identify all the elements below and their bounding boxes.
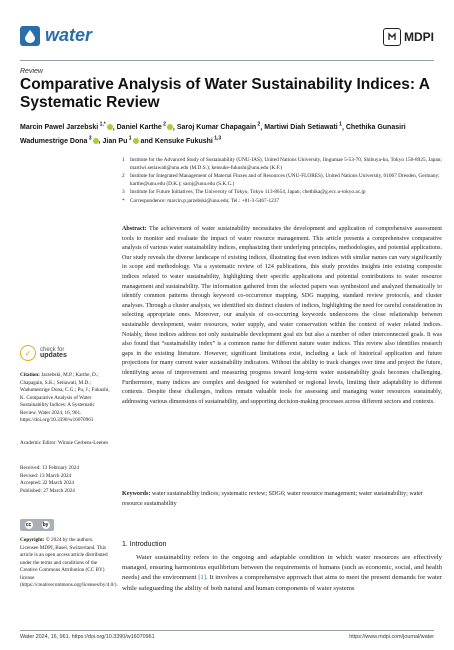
page-title: Comparative Analysis of Water Sustainability Indices: A Systematic Review bbox=[20, 76, 430, 111]
cc-license-badge[interactable] bbox=[20, 519, 54, 531]
affiliation-2 bbox=[122, 173, 442, 188]
footer-divider bbox=[20, 630, 434, 631]
affiliation-number: 3 bbox=[122, 189, 125, 196]
journal-name: water bbox=[45, 25, 93, 45]
author-separator: , bbox=[98, 137, 103, 145]
author-separator: , bbox=[112, 124, 117, 132]
reference-link[interactable]: [1] bbox=[198, 574, 206, 582]
author-affiliation-marker: 3 bbox=[87, 135, 92, 142]
revised-date: Revised: 13 March 2024 bbox=[20, 472, 72, 479]
mdpi-icon bbox=[383, 28, 401, 46]
affiliation-text: Correspondence: marcin.p.jarzebski@unu.edu; Tel.: +81-3-5467-1237 bbox=[130, 197, 280, 204]
author[interactable] bbox=[177, 124, 261, 131]
keywords-text: water sustainability indices; systematic review; SDG6; water resource management; water sustainability; water resource sustainability bbox=[122, 491, 423, 507]
affiliation-number: 1 bbox=[122, 157, 125, 163]
author[interactable] bbox=[117, 124, 173, 131]
abstract bbox=[122, 225, 442, 407]
author-affiliation-marker: 1 bbox=[127, 135, 132, 142]
received-date: Received: 13 February 2024 bbox=[20, 465, 79, 471]
dates-block bbox=[20, 465, 112, 495]
affiliations bbox=[122, 157, 442, 207]
copyright-block bbox=[20, 537, 118, 590]
author-affiliation-marker: 1,3 bbox=[212, 135, 222, 142]
check-for-updates-button[interactable] bbox=[20, 345, 67, 361]
author[interactable] bbox=[20, 124, 113, 131]
orcid-icon[interactable] bbox=[133, 138, 139, 144]
accepted-date: Accepted: 22 March 2024 bbox=[20, 480, 75, 486]
author-list bbox=[20, 120, 440, 147]
publisher-name: MDPI bbox=[404, 30, 434, 44]
introduction-paragraph bbox=[122, 553, 442, 594]
author[interactable] bbox=[140, 135, 222, 145]
check-updates-label bbox=[40, 347, 67, 359]
author-name: and Kensuke Fukushi bbox=[140, 137, 213, 145]
footer-journal-url[interactable]: https://www.mdpi.com/journal/water bbox=[349, 634, 434, 640]
citation-label: Citation: bbox=[20, 372, 40, 378]
keywords bbox=[122, 490, 442, 509]
abstract-text: The achievement of water sustainability necessitates the development and application of comprehensive assessment tools to monitor and evaluate the impact of water resource management. This article presents a comprehensive comparative analysis of various water sustainability indices, emphasizing their underlying principles, methodologies, and potential applications. Our study reveals the diverse landscape of existing indices, illustrating that even indices with similar names can vary significantly in scope and methodology. Via a systematic review of 124 publications, this study provides insights into existing composite indices related to water sustainability, highlighting their specific applications and potential contributions to water resource management and sustainability. The information gathered from the selected papers was synthesized and analyzed thematically to identify common patterns through keyword co-occurrence mapping, SDG mapping, standard review protocols, and cluster analyses. Through a cluster analysis, we identified six distinct clusters of indices, highlighting the need for careful consideration in selecting appropriate ones. Moreover, our analysis of co-occurring keywords underscores the close relationship between sustainable development, water resources, water supply, and water conservation within the context of water related indices. Notably, these indices address not only sustainable development goal six but also a number of other interconnected goals. It was also found that “sustainability index” is a common name for different nature water indices. This review also identifies research gaps in the existing literature. However, significant limitations exist, including a lack of historical application and future projections for many current water sustainability indicators. Without the ability to track changes over time and project the future, identifying areas of improvement and measuring progress toward long-term water sustainability goals becomes challenging. Furthermore, many indices are complex and designed for watershed or regional levels, limiting their adaptability to different contexts. Despite these challenges, indices remain valuable tools for assessing and managing water resources sustainably, addressing various dimensions of sustainability, and supporting decision-making processes across different sectors and contexts. bbox=[122, 226, 442, 405]
publisher-logo bbox=[383, 28, 434, 46]
editor-label: Academic Editor: bbox=[20, 440, 57, 446]
author-separator: , bbox=[260, 124, 265, 132]
article-type: Review bbox=[20, 68, 43, 75]
abstract-label: Abstract: bbox=[122, 226, 147, 232]
correspondence bbox=[122, 198, 442, 206]
author-affiliation-marker: 1 bbox=[337, 122, 342, 128]
author-name: Martiwi Diah Setiawati bbox=[264, 124, 338, 132]
affiliation-3 bbox=[122, 189, 442, 197]
cc-icon: cc bbox=[25, 522, 32, 528]
author-separator: , bbox=[341, 124, 346, 132]
affiliation-number: * bbox=[122, 197, 125, 204]
author-name: Daniel Karthe bbox=[116, 124, 162, 132]
author-name: Saroj Kumar Chapagain bbox=[176, 124, 257, 132]
header-divider bbox=[20, 60, 434, 61]
author[interactable] bbox=[264, 124, 342, 131]
check-updates-top: check for bbox=[40, 347, 65, 353]
author-name: Jian Pu bbox=[102, 137, 128, 145]
intro-text: Water sustainability refers to the ongoing and adaptable condition in which water resources are effectively managed, ensuring harmonious equilibrium between the requirements of humans (such as economic, social, and health needs) and the environment bbox=[122, 554, 442, 582]
affiliation-text: Institute for the Advanced Study of Sustainability (UNU-IAS), United Nations University, Jingumae 5-53-70, Shibuya-ku, Tokyo 150-8925, Japan; martiwi.setiawati@unu.edu (M.D.S.); kensuke-fukushi@unu.edu (K.F.) bbox=[130, 157, 442, 171]
copyright-text: © 2024 by the authors. Licensee MDPI, Basel, Switzerland. This article is an open access article distributed under the terms and conditions of the Creative Commons Attribution (CC BY) license (https://creativecommons.org/licenses/by/4.0/). bbox=[20, 537, 118, 588]
published-date: Published: 27 March 2024 bbox=[20, 487, 75, 494]
affiliation-number: 2 bbox=[122, 173, 125, 180]
editor-block bbox=[20, 440, 112, 448]
affiliation-text: Institute for Integrated Management of Material Fluxes and of Resources (UNU-FLORES), United Nations University, 01067 Dresden, Germany; karthe@unu.edu (D.K.); saroj@unu.edu (S.K.C.) bbox=[130, 173, 440, 187]
author[interactable] bbox=[102, 135, 138, 145]
affiliation-text: Institute for Future Initiatives, The University of Tokyo, Tokyo 113-8654, Japan; chethika@g.ecc.u-tokyo.ac.jp bbox=[130, 189, 366, 196]
check-icon: ✓ bbox=[20, 345, 36, 361]
footer-citation[interactable]: Water 2024, 16, 961. https://doi.org/10.3390/w16070961 bbox=[20, 634, 155, 640]
author-affiliation-marker: 2 bbox=[256, 122, 261, 128]
affiliation-1 bbox=[122, 157, 442, 172]
author-affiliation-marker: 2 bbox=[161, 122, 166, 128]
copyright-label: Copyright: bbox=[20, 537, 45, 543]
by-icon: by bbox=[42, 522, 49, 528]
editor-name: Winnie Gerbens-Leenes bbox=[57, 440, 108, 446]
check-updates-bottom: updates bbox=[40, 352, 67, 359]
keywords-label: Keywords: bbox=[122, 491, 151, 497]
author-separator: , bbox=[172, 124, 177, 132]
water-drop-icon bbox=[20, 26, 40, 46]
author-name: Marcin Pawel Jarzebski bbox=[20, 124, 99, 132]
citation-text: Jarzebski, M.P.; Karthe, D.; Chapagain, S.K.; Setiawati, M.D.; Wadumestrige Dona, C.G.; Pu, J.; Fukushi, K. Comparative Analysis of Water Sustainability Indices: A Systematic Review. Water 2024, 16, 961. https://doi.org/10.3390/w16070961 bbox=[20, 372, 110, 423]
section-heading: 1. Introduction bbox=[122, 541, 167, 548]
journal-logo bbox=[20, 25, 92, 46]
citation-block bbox=[20, 372, 112, 425]
author-affiliation-marker: 1,* bbox=[98, 122, 106, 128]
author-name: Chethika Gunasiri Wadumestrige Dona bbox=[20, 124, 406, 145]
intro-text-continued: . It involves a comprehensive approach that aims to meet the present demands for water while safeguarding the ability of both natural and human components of water systems bbox=[122, 574, 442, 592]
